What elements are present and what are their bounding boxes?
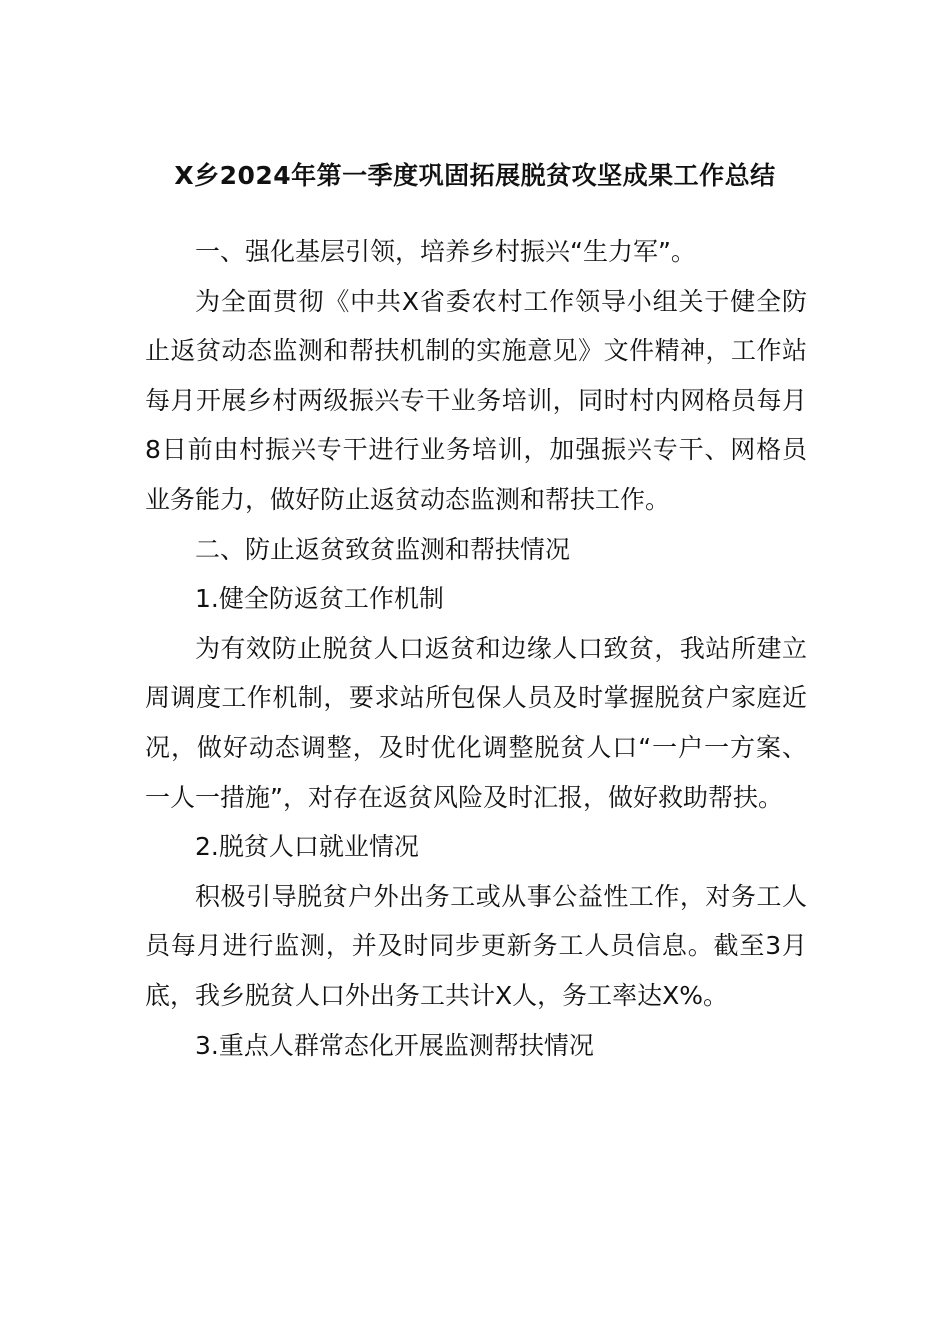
- subheading-mechanism: 1.健全防返贫工作机制: [195, 584, 444, 614]
- section-heading-1: 一、强化基层引领，培养乡村振兴“生力军”。: [195, 237, 696, 266]
- section-heading-2: 二、防止返贫致贫监测和帮扶情况: [195, 534, 571, 564]
- subheading-key-groups: 3.重点人群常态化开展监测帮扶情况: [195, 1030, 594, 1060]
- subheading-employment: 2.脱贫人口就业情况: [195, 832, 419, 862]
- document-body: [145, 227, 807, 1070]
- paragraph-training: 为全面贯彻《中共X省委农村工作领导小组关于健全防止返贫动态监测和帮扶机制的实施意见》文件精神，工作站每月开展乡村两级振兴专干业务培训，同时村内网格员每月8日前由村振兴专干进行业务培训，加强振兴专干、网格员业务能力，做好防止返贫动态监测和帮扶工作。: [145, 286, 807, 514]
- paragraph-mechanism: 为有效防止脱贫人口返贫和边缘人口致贫，我站所建立周调度工作机制，要求站所包保人员及时掌握脱贫户家庭近况，做好动态调整，及时优化调整脱贫人口“一户一方案、一人一措施”，对存在返贫风险及时汇报，做好救助帮扶。: [145, 633, 807, 812]
- paragraph-employment: 积极引导脱贫户外出务工或从事公益性工作，对务工人员每月进行监测，并及时同步更新务工人员信息。截至3月底，我乡脱贫人口外出务工共计X人，务工率达X%。: [145, 881, 807, 1010]
- document-title: X乡2024年第一季度巩固拓展脱贫攻坚成果工作总结: [174, 161, 776, 190]
